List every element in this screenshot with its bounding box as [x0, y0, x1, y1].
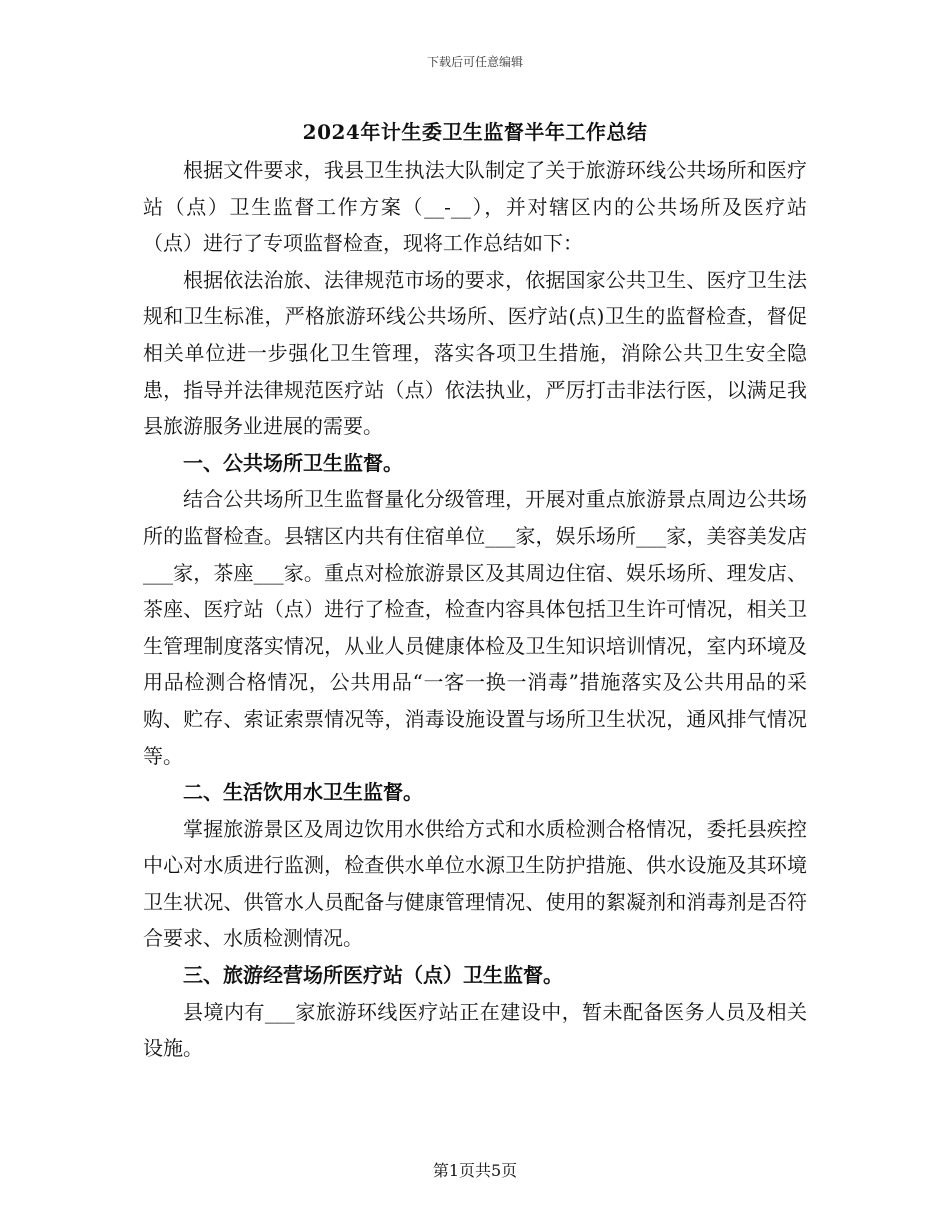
- body-paragraph: 根据依法治旅、法律规范市场的要求，依据国家公共卫生、医疗卫生法规和卫生标准，严格旅游环线公共场所、医疗站(点)卫生的监督检查，督促相关单位进一步强化卫生管理，落实各项卫生措施，消除公共卫生安全隐患，指导并法律规范医疗站（点）依法执业，严厉打击非法行医，以满足我县旅游服务业进展的需要。: [143, 267, 807, 439]
- section-heading: 二、生活饮用水卫生监督。: [183, 780, 423, 805]
- section-heading: 一、公共场所卫生监督。: [183, 450, 403, 475]
- body-paragraph: 根据文件要求，我县卫生执法大队制定了关于旅游环线公共场所和医疗站（点）卫生监督工作方案（__-__），并对辖区内的公共场所及医疗站（点）进行了专项监督检查，现将工作总结如下：: [143, 158, 807, 256]
- document-body: [143, 152, 807, 1067]
- body-paragraph: 掌握旅游景区及周边饮用水供给方式和水质检测合格情况，委托县疾控中心对水质进行监测，检查供水单位水源卫生防护措施、供水设施及其环境卫生状况、供管水人员配备与健康管理情况、使用的絮凝剂和消毒剂是否符合要求、水质检测情况。: [143, 816, 807, 951]
- page-number: 第1页共5页: [432, 1161, 518, 1180]
- body-paragraph: 县境内有___家旅游环线医疗站正在建设中，暂未配备医务人员及相关设施。: [143, 999, 807, 1061]
- body-paragraph: 结合公共场所卫生监督量化分级管理，开展对重点旅游景点周边公共场所的监督检查。县辖区内共有住宿单位___家，娱乐场所___家，美容美发店___家，茶座___家。重点对检旅游景区及其周边住宿、娱乐场所、理发店、茶座、医疗站（点）进行了检查，检查内容具体包括卫生许可情况，相关卫生管理制度落实情况，从业人员健康体检及卫生知识培训情况，室内环境及用品检测合格情况，公共用品“一客一换一消毒”措施落实及公共用品的采购、贮存、索证索票情况等，消毒设施设置与场所卫生状况，通风排气情况等。: [143, 487, 807, 768]
- header-note: 下载后可任意编辑: [426, 55, 523, 69]
- document-title: 2024年计生委卫生监督半年工作总结: [302, 120, 648, 144]
- section-heading: 三、旅游经营场所医疗站（点）卫生监督。: [183, 963, 563, 988]
